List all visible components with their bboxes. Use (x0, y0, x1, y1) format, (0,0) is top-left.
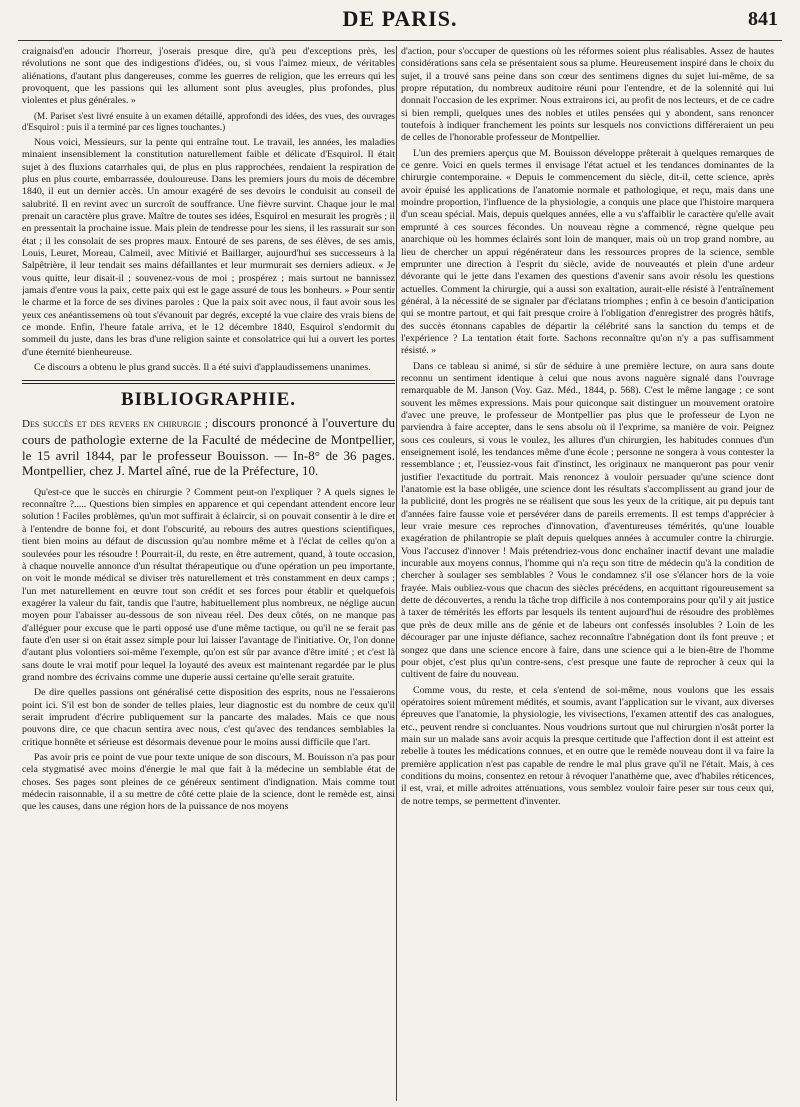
paragraph: Nous voici, Messieurs, sur la pente qui entraîne tout. Le travail, les années, les maladies minaient insensiblement la constitution naturellement faible et délicate d'Esquirol. Il était sujet à des fluxions catarrhales qui, de plus en plus rapprochées, rendaient la respiration de plus en plus courte, embarrassée, douloureuse. Dans les premiers jours du mois de décembre 1840, il eut un dernier accès. Un amour exagéré de ses devoirs le conduisit au conseil de salubrité. Il en revint avec un surcroît de souffrance. Une fièvre survint. Chaque jour le mal prenait un caractère plus grave. Maître de toutes ses idées, Esquirol en mesurait les progrès ; il en pressentait la prochaine issue. Mais plein de tendresse pour les siens, il les rassurait sur son état ; il les consolait de ses propres maux. Entouré de ses parens, de ses élèves, de ses amis, Louis, Leuret, Moreau, Calmeil, avec Mitivié et Baillarger, aujourd'hui ses successeurs à la Salpêtrière, il leur tendait ses mains défaillantes et leur murmurait ses derniers adieux. « Je vous quitte, leur disait-il ; souvenez-vous de moi ; prospérez ; mais surtout ne bannissez jamais d'entre vous la paix, cette paix qui est le gage assuré de tous les bonheurs. » Pour sentir le charme et la force de ses divines paroles : Que la paix soit avec nous, il faut avoir sous les yeux ces anéantissemens où tout s'évanouit par degrés, excepté la vue claire des vrais biens de ce monde. Enfin, l'heure fatale arriva, et le 12 décembre 1840, Esquirol s'endormit du sommeil du juste, dans les bras d'une religion sainte et consolatrice qui lui a ouvert les portes d'une éternité bienheureuse. (22, 136, 395, 358)
paragraph: Comme vous, du reste, et cela s'entend de soi-même, nous voulons que les essais opératoires soient mûrement médités, et soumis, avant l'application sur le vivant, aux diverses épreuves que l'anatomie, la physiologie, les vivisections, l'examen attentif des cas analogues, etc., peuvent rendre si concluantes. Nous voudrions surtout que nul chirurgien n'osât porter la main sur un malade sans avoir acquis la presque certitude que l'affection dont il est atteint est rebelle à toutes les médications connues, et en outre que le remède nouveau dont il va faire la première application n'est pas capable de rendre le mal plus grave qu'il ne l'était. Mais, à ces conditions du moins, consentez en retour à révoquer l'anathème que, avec d'habiles réticences, il est, vrai, et mille adroites atténuations, vous semblez vouloir faire peser sur tous ceux qui, de notre temps, se permettent d'inventer. (401, 684, 774, 807)
page-header (18, 6, 782, 41)
running-title: DE PARIS. (342, 6, 458, 31)
editorial-note: (M. Pariset s'est livré ensuite à un examen détaillé, approfondi des idées, des vues, des ouvrages d'Esquirol : puis il a terminé par ces lignes touchantes.) (22, 110, 395, 133)
book-title-caps: Des succès et des revers en chirurgie ; (22, 417, 208, 430)
paragraph: Dans ce tableau si animé, si sûr de séduire à une première lecture, on aura sans doute reconnu un sentiment identique à celui que nous avons naguère signalé dans l'ouvrage remarquable de M. Janson (Voy. Gaz. Méd., 1844, p. 568). C'est le même langage ; ce sont souvent les mêmes expressions. Mais pour quiconque sait distinguer un mouvement oratoire d'avec une preuve, le professeur de Montpellier pas plus que le professeur de Lyon ne parviendra à faire accepter, dans le sens absolu où il l'exprime, sa manière de voir. Peignez sous ces couleurs, si vous le voulez, les allures d'un chirurgien, les habitudes connues d'un enseignement isolé, les tendances même d'une école ; personne ne songera à vous contester la ressemblance ; et, l'eussiez-vous fait d'instinct, les originaux ne manqueront pas pour venir justifier l'exactitude du portrait. Mais renoncez à vouloir persuader qu'une science dont l'anatomie est la base obligée, une science dont les résultats s'accomplissent au grand jour de la publicité, dont les progrès ne se réalisent que sous les yeux de la critique, ait pu depuis tant d'années faire fausse voie et persévérer dans de pareils errements. Il est temps d'apprécier à leur vraie mesure ces reproches d'innovation, d'aventureuses témérités, qu'une louable exagération de philantropie se plaît depuis quelques années à accumuler contre la chirurgie. Vous l'accusez d'innover ! Mais prétendriez-vous donc enchaîner inactif devant une maladie incurable aux moyens connus, l'homme qui n'a reçu son titre de médecin qu'à la condition de chercher à soulager ses semblables ? Vous le condamnez s'il ose s'élancer hors de la voie frayée. Mais oubliez-vous que chacun des siècles précédens, en acquittant rigoureusement sa dette de découvertes, a rendu la tâche trop difficile à nos contemporains pour qu'il y ait justice à taxer de témérités les efforts par lesquels ils tentent aujourd'hui de résoudre des problèmes que près de deux mille ans de génie et de labeurs ont confessés insolubles ? Loin de les décourager par une injuste défiance, sachez reconnaître l'abnégation dont ils font preuve ; et songez que dans une science encore à faire, dans une science qui a le bien-être de l'homme pour objet, c'est plus qu'un contre-sens, c'est presque une faute de reprocher à ceux qui la cultivent de faire du nouveau. (401, 360, 774, 681)
paragraph: Pas avoir pris ce point de vue pour texte unique de son discours, M. Bouisson n'a pas pour cela stygmatisé avec moins d'énergie le mal que fait à la médecine un semblable état de choses. Ses pages sont pleines de ce généreux sentiment d'indignation. Mais comme tout médecin raisonnable, il a su mettre de côté cette plaie de la science, dont le remède est, ainsi que les causes, dans une région hors de la puissance de nos moyens (22, 752, 395, 813)
paragraph: craignaisd'en adoucir l'horreur, j'oserais presque dire, qu'à peu d'exceptions près, les révolutions ne sont que des indigestions d'idées, ou, si vous l'aimez mieux, de véritables aliénations, d'autant plus dangereuses, comme les guerres de religion, que les erreurs qui les provoquent, que les passions qui les allument sont plus aveugles, plus profondes, plus violentes et plus générales. » (22, 46, 395, 107)
book-title (22, 415, 395, 479)
paragraph: L'un des premiers aperçus que M. Bouisson développe prêterait à quelques remarques de ce genre. Voici en quels termes il envisage l'état actuel et les tendances dominantes de la chirurgie contemporaine. « Depuis le commencement du siècle, dit-il, cette science, après avoir épuisé les applications de l'anatomie normale et pathologique, et reçu, mais dans une moindre proportion, l'influence de la physiologie, a conquis une place que l'histoire marquera d'un sceau spécial. Mais, depuis quelques années, elle a vu s'affaiblir le caractère qu'elle avait emprunté à ces sources fécondes. Un nouveau règne a commencé, règne quelque peu anarchique où les hommes éclairés sont loin de manquer, mais où un trop grand nombre, au lieu de chercher un appui régénérateur dans les ressources propres de la science, semble emprunter une direction à l'esprit du siècle, avide de nouveautés et plein d'une ardeur dévorante qui le jette dans l'examen des questions d'avenir sans avoir résolu les questions actuelles. Comment la chirurgie, qui a aussi son exaltation, aurait-elle résisté à l'entraînement général, à la nécessité de se signaler par d'éclatans triomphes ; enfin à ce besoin d'anticipation qui se montre partout, et qui fait presque croire à l'obligation d'enregistrer des progrès hâtifs, des succès étonnans capables de départir la célébrité sans la sanction du temps et de l'expérience ? La tentation était forte. Sachons reconnaître qu'on n'y a pas suffisamment résisté. » (401, 147, 774, 357)
right-column (401, 46, 774, 1101)
section-separator (22, 380, 395, 384)
paragraph: d'action, pour s'occuper de questions où les réformes soient plus réalisables. Assez de hautes considérations sans cela se présentaient sous sa plume. Heureusement inspiré dans le choix du sujet, il a trouvé sans peine dans son cœur des sentimens dignes du sujet lui-même, de sa propre réputation, du nombreux auditoire réuni pour l'entendre, et de la solennité qui lui donnait l'occasion de les exprimer. Nous extrairons ici, au profit de nos lecteurs, et de ce cadre si bien rempli, quelques unes des nobles et utiles pensées qui y abondent, sans renoncer toutefois à indiquer franchement les points sur lesquels nos convictions différeraient un peu de celles de l'honorable professeur de Montpellier. (401, 46, 774, 144)
paragraph: De dire quelles passions ont généralisé cette disposition des esprits, nous ne l'essaierons point ici. S'il est bon de sonder de telles plaies, leur diagnostic est du nombre de ceux qu'il serait imprudent d'écrire publiquement sur la pancarte des malades. Mais ce que nous pouvons dire, ce que chacun sentira avec nous, c'est qu'avec des tendances semblables la critique honnête et sérieuse est désormais devenue pour le moins aussi difficile que l'art. (22, 687, 395, 748)
book-title-rest: discours prononcé à l'ouverture du cours de pathologie externe de la Faculté de médecine de Montpellier, le 15 avril 1844, par le professeur Bouisson. — In-8° de 36 pages. Montpellier, chez J. Martel aîné, rue de la Préfecture, 10. (22, 414, 395, 479)
left-column (22, 46, 395, 1101)
paragraph: Ce discours a obtenu le plus grand succès. Il a été suivi d'applaudissemens unanimes. (34, 362, 371, 374)
page-number: 841 (748, 8, 778, 30)
column-divider (396, 46, 397, 1101)
section-title: BIBLIOGRAPHIE. (120, 389, 296, 411)
paragraph: Qu'est-ce que le succès en chirurgie ? Comment peut-on l'expliquer ? A quels signes le reconnaître ?..... Questions bien simples en apparence et qui cependant attendent encore leur solution ! Faciles problèmes, qu'un mot suffirait à éclaircir, si on pouvait consentir à le dire et à l'entendre de bonne foi, et dont l'obscurité, au rebours des autres questions scientifiques, tient bien moins au défaut de discussion qu'au nombre même et à l'éclat de celles qu'on a soulevées pour les résoudre ! Pourrait-il, du reste, en être autrement, quand, à toute occasion, à chaque nouvelle annonce d'un résultat thérapeutique ou d'une opération un peu importante, on voit le monde médical se diviser très naturellement et très constamment en deux camps ; l'un met naturellement en œuvre tout son crédit et ses forces pour établir et quelquefois exagérer la valeur du fait, tandis que l'autre, habituellement plus nombreux, ne néglige aucun moyen pour l'abaisser au-dessous de son niveau réel. Des deux côtés, on ne manque pas d'alléguer pour excuse que le parti opposé use d'une même tactique, ou qu'il ne se ferait pas faute d'en user si on était assez simple pour lui laisser l'avantage de l'initiative. Or, l'on donne d'autant plus volontiers soi-même l'exemple, qu'on est sûr par avance d'être imité ; et c'est là sans doute le vrai motif pour lequel la loyauté des aveux est maintenant regardée par le plus grand nombre des écrivains comme une duperie aussi certaine qu'elle serait gratuite. (22, 486, 395, 683)
